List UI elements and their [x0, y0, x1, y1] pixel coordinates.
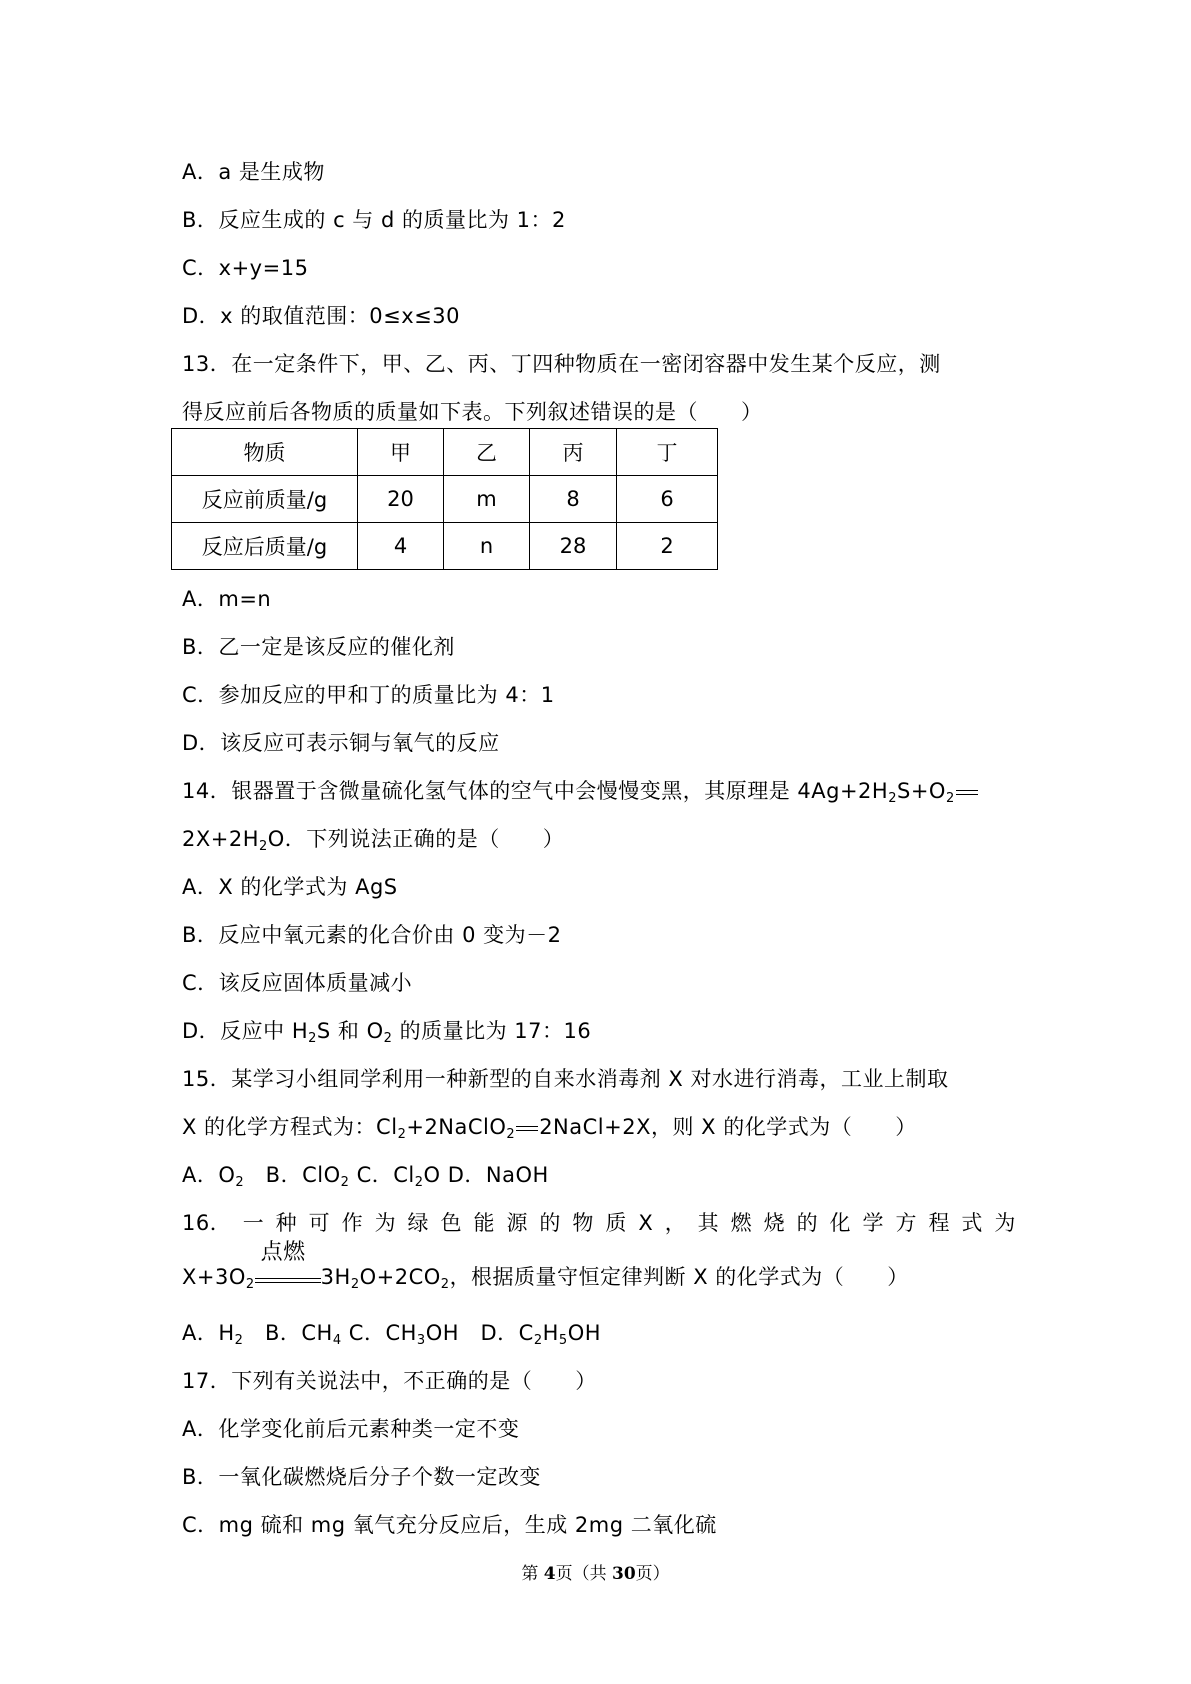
subscript: 3: [416, 1333, 426, 1348]
equation-part: 3H: [320, 1265, 351, 1289]
q16-stem-line2: [182, 1240, 909, 1292]
option-text: O D．NaOH: [423, 1163, 549, 1187]
word: 其: [697, 1211, 720, 1235]
q15-stem-line1: 15．某学习小组同学利用一种新型的自来水消毒剂 X 对水进行消毒，工业上制取: [182, 1067, 949, 1091]
table-header-cell: 物质: [172, 429, 358, 476]
word: 绿: [407, 1211, 430, 1235]
page-footer: [0, 1562, 1191, 1586]
q16-stem-line1: [182, 1208, 1016, 1238]
subscript: 2: [945, 791, 955, 806]
prev-option-a: A．a 是生成物: [182, 160, 325, 184]
subscript: 2: [340, 1175, 350, 1190]
q14-stem-line1: [182, 776, 979, 806]
option-text: B．CH: [243, 1321, 333, 1345]
option-text: D．反应中 H: [182, 1019, 309, 1043]
equation-part: 2X+2H: [182, 827, 259, 851]
table-header-cell: 丙: [530, 429, 617, 476]
prev-option-b: B．反应生成的 c 与 d 的质量比为 1：2: [182, 208, 566, 232]
word: 16．: [182, 1211, 232, 1235]
subscript: 2: [397, 1127, 407, 1142]
word: 一: [242, 1211, 265, 1235]
word: ，: [664, 1211, 687, 1235]
table-cell: 28: [530, 523, 617, 570]
q15-stem-line2: [182, 1112, 917, 1142]
word: 燃: [730, 1211, 753, 1235]
equation-part: S+O: [897, 779, 946, 803]
prev-option-c: C．x+y=15: [182, 256, 309, 280]
table-cell: 20: [358, 476, 444, 523]
q14-option-b: B．反应中氧元素的化合价由 0 变为－2: [182, 923, 562, 947]
q13-mass-table: [171, 428, 718, 570]
option-text: OH: [567, 1321, 602, 1345]
table-row: [172, 476, 718, 523]
option-text: A．O: [182, 1163, 236, 1187]
reaction-condition: [255, 1240, 321, 1292]
option-text: A．H: [182, 1321, 235, 1345]
q14-stem-line2: [182, 824, 564, 854]
word: 为: [374, 1211, 397, 1235]
word: 可: [308, 1211, 331, 1235]
q17-stem: 17．下列有关说法中，不正确的是（ ）: [182, 1369, 597, 1393]
subscript: 2: [350, 1277, 360, 1292]
word: 烧: [763, 1211, 786, 1235]
q13-stem-line1: 13．在一定条件下，甲、乙、丙、丁四种物质在一密闭容器中发生某个反应，测: [182, 352, 941, 376]
q14-option-c: C．该反应固体质量减小: [182, 971, 413, 995]
word: 作: [341, 1211, 364, 1235]
word: 学: [862, 1211, 884, 1235]
subscript: 2: [259, 839, 268, 854]
table-cell: n: [444, 523, 530, 570]
subscript: 4: [332, 1333, 342, 1348]
word: 物: [572, 1211, 594, 1235]
equals-sign: [516, 1126, 538, 1131]
q15-options: [182, 1160, 549, 1190]
table-header-cell: 丁: [617, 429, 718, 476]
word: 源: [506, 1211, 528, 1235]
table-cell: 2: [617, 523, 718, 570]
option-text: C．Cl: [349, 1163, 415, 1187]
word: 的: [539, 1211, 561, 1235]
equation-part: 4Ag+2H: [797, 779, 889, 803]
q15-stem-text: 2NaCl+2X，则 X 的化学式为（ ）: [539, 1115, 917, 1139]
table-cell: m: [444, 476, 530, 523]
q13-option-c: C．参加反应的甲和丁的质量比为 4：1: [182, 683, 555, 707]
page-number: 4: [543, 1564, 556, 1584]
q17-option-b: B．一氧化碳燃烧后分子个数一定改变: [182, 1465, 541, 1489]
word: 方: [895, 1211, 917, 1235]
option-text: 的质量比为 17：16: [392, 1019, 592, 1043]
word: 式: [961, 1211, 983, 1235]
subscript: 2: [235, 1175, 245, 1190]
subscript: 5: [558, 1333, 568, 1348]
option-text: H: [542, 1321, 559, 1345]
total-pages: 30: [611, 1564, 636, 1584]
prev-option-d: D．x 的取值范围：0≤x≤30: [182, 304, 460, 328]
table-cell: 4: [358, 523, 444, 570]
footer-text: 页）: [635, 1564, 670, 1584]
table-cell: 反应前质量/g: [172, 476, 358, 523]
option-text: C．CH: [341, 1321, 417, 1345]
table-header-row: [172, 429, 718, 476]
word: 种: [275, 1211, 298, 1235]
q13-option-b: B．乙一定是该反应的催化剂: [182, 635, 455, 659]
table-row: [172, 523, 718, 570]
q14-stem-text: 14．银器置于含微量硫化氢气体的空气中会慢慢变黑，其原理是: [182, 779, 798, 803]
q13-option-d: D．该反应可表示铜与氧气的反应: [182, 731, 500, 755]
q17-option-c: C．mg 硫和 mg 氧气充分反应后，生成 2mg 二氧化硫: [182, 1513, 717, 1537]
q14-option-a: A．X 的化学式为 AgS: [182, 875, 398, 899]
q17-option-a: A．化学变化前后元素种类一定不变: [182, 1417, 520, 1441]
equals-sign: [956, 790, 978, 795]
word: 质: [605, 1211, 627, 1235]
option-text: OH D．C: [425, 1321, 534, 1345]
word: 程: [928, 1211, 950, 1235]
table-cell: 8: [530, 476, 617, 523]
table-cell: 6: [617, 476, 718, 523]
subscript: 2: [234, 1333, 244, 1348]
word: 为: [994, 1211, 1016, 1235]
q16-options: [182, 1318, 601, 1348]
subscript: 2: [308, 1031, 317, 1046]
word: 色: [440, 1211, 463, 1235]
word: 化: [829, 1211, 852, 1235]
equals-sign: [255, 1278, 321, 1283]
word: 能: [473, 1211, 495, 1235]
condition-label: 点燃: [260, 1240, 306, 1265]
q16-stem-text: ，根据质量守恒定律判断 X 的化学式为（ ）: [449, 1265, 909, 1289]
table-cell: 反应后质量/g: [172, 523, 358, 570]
subscript: 2: [383, 1031, 393, 1046]
footer-text: 第: [521, 1564, 544, 1584]
equation-part: X+3O: [182, 1265, 246, 1289]
subscript: 2: [245, 1277, 255, 1292]
subscript: 2: [888, 791, 897, 806]
equation-part: O+2CO: [359, 1265, 441, 1289]
word: X: [638, 1211, 654, 1235]
option-text: B．ClO: [244, 1163, 341, 1187]
equation-part: +2NaClO: [406, 1115, 507, 1139]
footer-text: 页（共: [555, 1564, 612, 1584]
table-header-cell: 乙: [444, 429, 530, 476]
word: 的: [796, 1211, 819, 1235]
subscript: 2: [506, 1127, 516, 1142]
subscript: 2: [440, 1277, 450, 1292]
q13-option-a: A．m=n: [182, 587, 272, 611]
subscript: 2: [533, 1333, 543, 1348]
option-text: S 和 O: [316, 1019, 384, 1043]
q14-stem-text: O．下列说法正确的是（ ）: [267, 827, 565, 851]
q14-option-d: [182, 1016, 591, 1046]
table-header-cell: 甲: [358, 429, 444, 476]
q13-stem-line2: 得反应前后各物质的质量如下表。下列叙述错误的是（ ）: [182, 400, 763, 424]
q15-stem-text: X 的化学方程式为：Cl: [182, 1115, 398, 1139]
subscript: 2: [414, 1175, 424, 1190]
